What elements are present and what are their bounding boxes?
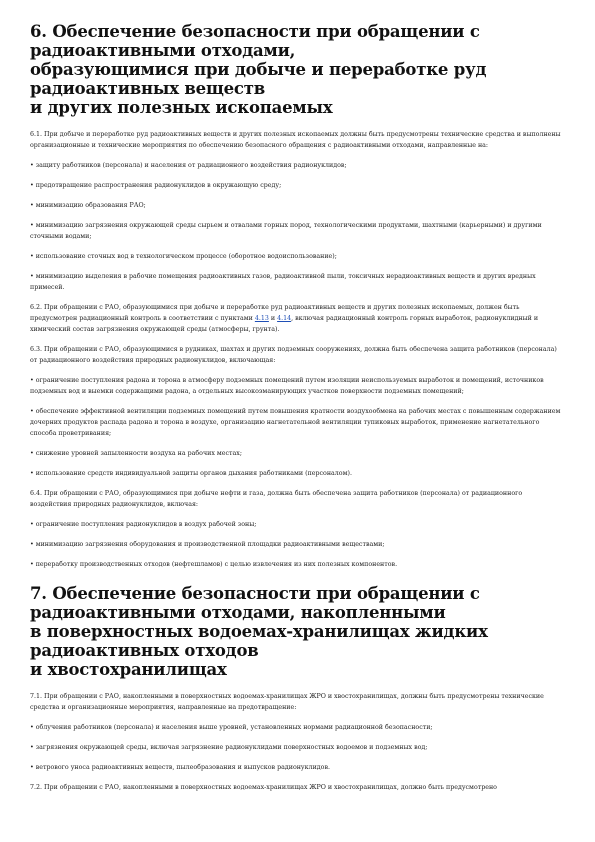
paragraph-6-4: 6.4. При обращении с РАО, образующимися при добыче нефти и газа, должна быть обеспечена защита работников (персонала) от радиационного воздействия природных радионуклидов, включая: (30, 490, 523, 508)
bullet-6-1-a: • защиту работников (персонала) и населения от радиационного воздействия радионуклидов; (30, 162, 347, 169)
bullet-6-4-a: • ограничение поступления радионуклидов в воздух рабочей зоны; (30, 521, 257, 528)
section-7-heading: 7. Обеспечение безопасности при обращении с радиоактивными отходами, накопленными в поверхностных водоемах-хранилищах жидких радиоактивных отходов и хвостохранилищах (30, 584, 488, 679)
bullet-6-3-b: • обеспечение эффективной вентиляции подземных помещений путем повышения кратности воздухообмена на рабочих местах с повышенным содержанием дочерних продуктов распада радона и торона в воздухе, организацию нагнетательной вентиляции тупиковых выработок, применение нагнетательного способа проветривания; (30, 408, 561, 437)
paragraph-6-3: 6.3. При обращении с РАО, образующимися в рудниках, шахтах и других подземных сооружениях, должна быть обеспечена защита работников (персонала) от радиационного воздействия природных радионуклидов, включающая: (30, 346, 557, 364)
bullet-6-4-c: • переработку производственных отходов (нефтешламов) с целью извлечения из них полезных компонентов. (30, 561, 398, 568)
paragraph-6-2-text-start: 6.2. При обращении с РАО, образующимися при добыче и переработке руд радиоактивных веществ и других полезных ископаемых, должен быть предусмотрен радиационный контроль в соответствии с пунктами (30, 304, 520, 322)
bullet-6-1-e: • использование сточных вод в технологическом процессе (оборотное водоиспользование); (30, 253, 337, 260)
bullet-6-3-a: • ограничение поступления радона и торона в атмосферу подземных помещений путем изоляции неиспользуемых выработок и помещений, источников подземных вод и выемки содержащими радона, а отдельных высокоэманирующих участков поверхности подземных помещений; (30, 377, 544, 395)
paragraph-6-1: 6.1. При добыче и переработке руд радиоактивных веществ и других полезных ископаемых должны быть предусмотрены технические средства и выполнены организационные и технические мероприятия по обеспечению безопасного обращения с радиоактивными отходами, направленные на: (30, 131, 561, 149)
bullet-6-1-b: • предотвращение распространения радионуклидов в окружающую среду; (30, 182, 282, 189)
section-6-heading: 6. Обеспечение безопасности при обращении с радиоактивными отходами, образующимися при добыче и переработке руд радиоактивных веществ и других полезных ископаемых (30, 22, 487, 117)
paragraph-6-2-text-end: , включая радиационный контроль горных выработок, радионуклидный и химический состав загрязнения окружающей среды (атмосферы, грунта). (30, 315, 539, 333)
paragraph-6-2-text-and: и (268, 315, 278, 322)
bullet-7-1-c: • ветрового уноса радиоактивных веществ, пылеобразования и выпусков радионуклидов. (30, 764, 330, 771)
bullet-7-1-a: • облучения работников (персонала) и населения выше уровней, установленных нормами радиационной безопасности; (30, 724, 433, 731)
bullet-6-1-c: • минимизацию образования РАО; (30, 202, 146, 209)
bullet-6-1-d: • минимизацию загрязнения окружающей среды сырьем и отвалами горных пород, технологическими продуктами, шахтными (карьерными) и другими сточными водами; (30, 222, 542, 240)
bullet-6-3-c: • снижение уровней запыленности воздуха на рабочих местах; (30, 450, 242, 457)
bullet-6-1-f: • минимизацию выделения в рабочие помещения радиоактивных газов, радиоактивной пыли, токсичных нерадиоактивных веществ и других вредных примесей. (30, 273, 536, 291)
bullet-6-4-b: • минимизацию загрязнения оборудования и производственной площадки радиоактивными веществами; (30, 541, 385, 548)
paragraph-7-2: 7.2. При обращении с РАО, накопленными в поверхностных водоемах-хранилищах ЖРО и хвостохранилищах, должно быть предусмотрено (30, 784, 497, 791)
paragraph-7-1: 7.1. При обращении с РАО, накопленными в поверхностных водоемах-хранилищах ЖРО и хвостохранилищах, должны быть предусмотрены технические средства и организационные мероприятия, направленные на предотвращение: (30, 693, 544, 711)
bullet-7-1-b: • загрязнения окружающей среды, включая загрязнение радионуклидами поверхностных водоемов и подземных вод; (30, 744, 428, 751)
link-item-4-13[interactable]: 4.13 (254, 315, 269, 322)
link-item-4-14[interactable]: 4.14 (277, 315, 292, 322)
bullet-6-3-d: • использование средств индивидуальной защиты органов дыхания работниками (персоналом). (30, 470, 352, 477)
paragraph-6-2 (30, 302, 565, 335)
